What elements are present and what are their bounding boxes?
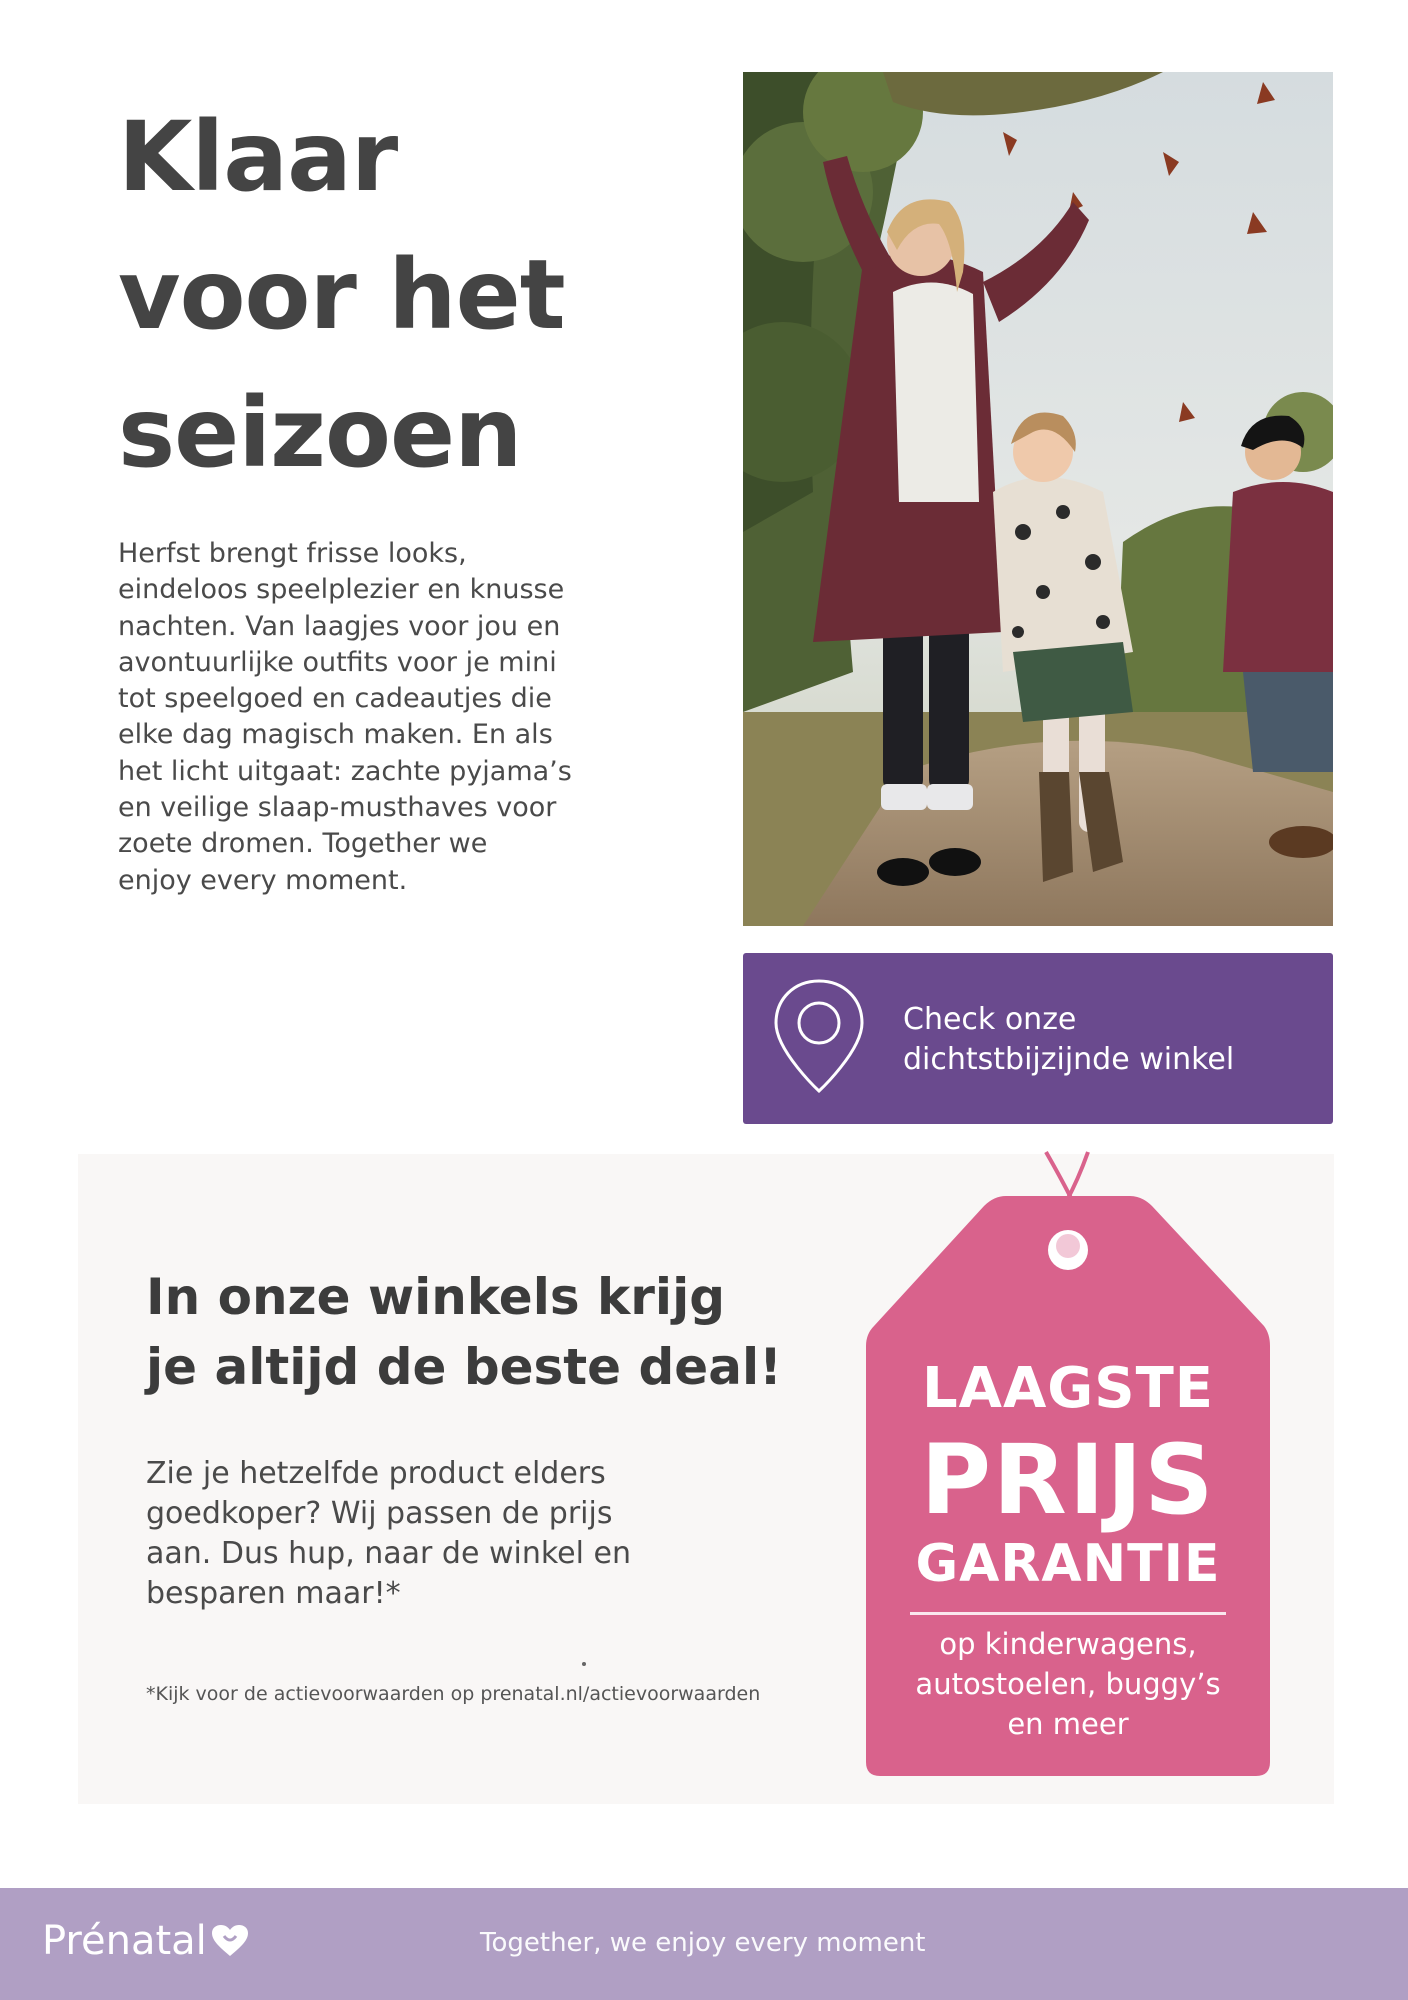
disclaimer-text: *Kijk voor de actievoorwaarden op prenatal.nl/actievoorwaarden xyxy=(146,1683,761,1705)
intro-line: avontuurlijke outfits voor je mini xyxy=(118,646,557,678)
deal-text-line: aan. Dus hup, naar de winkel en xyxy=(146,1536,631,1571)
price-tag-line1: LAAGSTE xyxy=(921,1356,1215,1421)
intro-line: tot speelgoed en cadeautjes die xyxy=(118,683,552,715)
deal-title-line: je altijd de beste deal! xyxy=(146,1338,782,1396)
price-tag-subtext-line: op kinderwagens, xyxy=(939,1627,1197,1661)
price-tag-divider xyxy=(910,1612,1226,1615)
store-locator-label xyxy=(903,1000,1323,1080)
price-tag-subtext-line: autostoelen, buggy’s xyxy=(915,1667,1221,1701)
deal-text-line: Zie je hetzelfde product elders xyxy=(146,1456,606,1491)
footer-bar xyxy=(0,1888,1408,2000)
brand-logo-text: Prénatal xyxy=(42,1918,207,1964)
intro-paragraph xyxy=(118,536,638,899)
family-autumn-illustration xyxy=(743,72,1333,926)
intro-line: zoete dromen. Together we xyxy=(118,828,488,860)
footer-slogan: Together, we enjoy every moment xyxy=(480,1928,926,1958)
price-guarantee-tag xyxy=(866,1150,1270,1780)
deal-title xyxy=(146,1262,796,1402)
deal-title-line: In onze winkels krijg xyxy=(146,1268,726,1326)
headline-line: seizoen xyxy=(118,377,522,489)
headline-line: voor het xyxy=(118,239,565,351)
price-tag-line2: PRIJS xyxy=(920,1424,1216,1536)
intro-line: enjoy every moment. xyxy=(118,864,408,896)
heart-logo-icon xyxy=(210,1924,250,1958)
location-pin-icon xyxy=(770,977,868,1097)
deal-text-line: besparen maar!* xyxy=(146,1576,401,1611)
intro-line: eindeloos speelplezier en knusse xyxy=(118,574,565,606)
store-locator-label-line: dichtstbijzijnde winkel xyxy=(903,1042,1235,1077)
hero-photo xyxy=(743,72,1333,926)
deal-text-line: goedkoper? Wij passen de prijs xyxy=(146,1496,613,1531)
store-locator-button[interactable] xyxy=(743,953,1333,1124)
intro-line: elke dag magisch maken. En als xyxy=(118,719,553,751)
page-headline xyxy=(118,88,678,502)
deal-text xyxy=(146,1454,706,1614)
decorative-dot xyxy=(582,1662,586,1666)
store-locator-label-line: Check onze xyxy=(903,1002,1077,1037)
intro-line: het licht uitgaat: zachte pyjama’s xyxy=(118,755,572,787)
intro-line: nachten. Van laagjes voor jou en xyxy=(118,610,561,642)
intro-line: Herfst brengt frisse looks, xyxy=(118,538,467,569)
intro-line: en veilige slaap-musthaves voor xyxy=(118,792,557,824)
headline-line: Klaar xyxy=(118,101,398,213)
price-tag-line3: GARANTIE xyxy=(915,1534,1221,1594)
price-tag-subtext-line: en meer xyxy=(1007,1707,1129,1741)
price-tag-subtext xyxy=(866,1624,1270,1744)
